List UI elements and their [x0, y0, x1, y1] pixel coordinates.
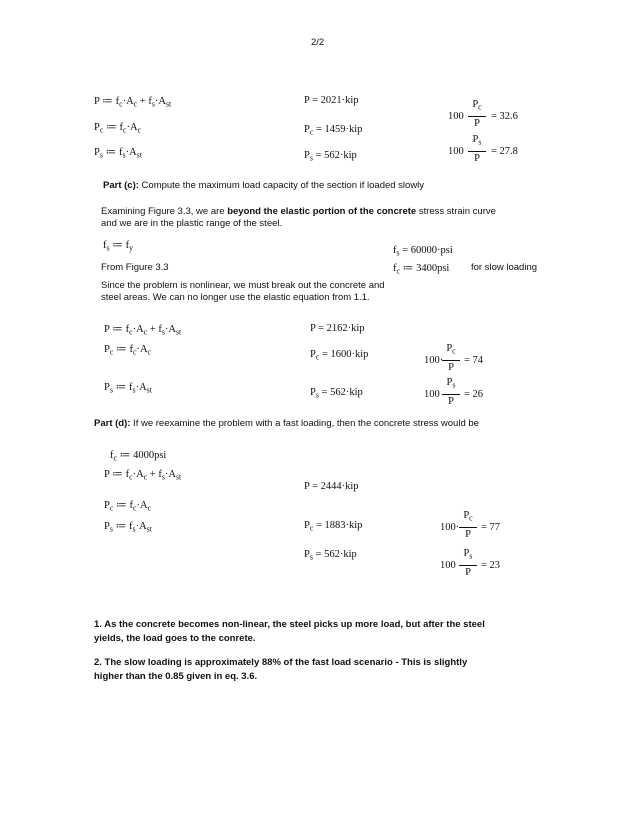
fraction-ps-percent: [440, 548, 520, 584]
fc-fast-assign: $f_c$ ≔ 4000psi: [110, 450, 167, 463]
fraction-result: = 23: [481, 560, 501, 571]
examining-line-1: [101, 206, 496, 217]
from-figure-note: From Figure 3.3: [101, 262, 169, 273]
part-c-heading: [103, 180, 424, 191]
fraction-coef: 100: [448, 146, 464, 157]
fraction-denominator: P: [465, 567, 471, 578]
eq-p-assign: P ≔ $f_c\cdot A_c + f_s\cdot A_{st}$: [104, 324, 182, 337]
conclusion-2-line-1: 2. The slow loading is approximately 88% of the fast load scenario - This is slightly: [94, 657, 468, 668]
fraction-numerator: $P_c$: [463, 510, 473, 523]
result-p: P = 2444·kip: [304, 481, 359, 492]
result-pc: $P_c = 1459\cdot kip$: [304, 124, 363, 137]
examining-text-b: stress strain curve: [416, 206, 496, 217]
result-ps: $P_s = 562\cdot kip$: [304, 549, 357, 562]
eq-pc-assign: $P_c$ ≔ $f_c\cdot A_c$: [104, 500, 152, 513]
examining-text-a: Examining Figure 3.3, we are: [101, 206, 228, 217]
fraction-bar: [468, 116, 486, 117]
fs-value: $f_s = 60000\cdot psi$: [393, 245, 453, 258]
fraction-ps-percent: [424, 377, 504, 413]
fraction-ps-percent: [448, 134, 528, 170]
fs-assign: $f_s$ ≔ $f_y$: [103, 240, 134, 253]
fc-slow-assign: $f_c$ ≔ 3400psi: [393, 263, 450, 276]
fraction-numerator: $P_s$: [472, 134, 482, 147]
part-c-label: Part (c):: [103, 180, 139, 191]
result-ps: $P_s = 562\cdot kip$: [310, 387, 363, 400]
result-p: P = 2162·kip: [310, 323, 365, 334]
fraction-coef: 100: [448, 111, 464, 122]
fraction-result: = 32.6: [491, 111, 518, 122]
fraction-numerator: $P_s$: [446, 377, 456, 390]
part-c-text: Compute the maximum load capacity of the section if loaded slowly: [138, 180, 425, 191]
fraction-bar: [442, 394, 460, 395]
fraction-pc-percent: [448, 99, 528, 133]
nonlinear-line-2: steel areas. We can no longer use the elastic equation from 1.1.: [101, 292, 370, 303]
fraction-bar: [468, 151, 486, 152]
fraction-denominator: P: [465, 529, 471, 540]
fraction-bar: [459, 565, 477, 566]
eq-p-assign: P ≔ $f_c\cdot A_c + f_s\cdot A_{st}$: [104, 469, 182, 482]
fraction-pc-percent: [424, 343, 504, 377]
fraction-numerator: $P_c$: [472, 99, 482, 112]
result-ps: $P_s = 562\cdot kip$: [304, 150, 357, 163]
fraction-bar: [459, 527, 477, 528]
fraction-coef: 100: [424, 389, 440, 400]
conclusion-1-line-1: 1. As the concrete becomes non-linear, the steel picks up more load, but after the steel: [94, 619, 485, 630]
fraction-denominator: P: [448, 396, 454, 407]
part-d-label: Part (d):: [94, 418, 131, 429]
eq-p-assign: P ≔ $f_c\cdot A_c + f_s\cdot A_{st}$: [94, 96, 172, 109]
eq-ps-assign: $P_s$ ≔ $f_s\cdot A_{st}$: [104, 382, 152, 395]
fraction-pc-percent: [440, 510, 520, 544]
result-pc: $P_c = 1600\cdot kip$: [310, 349, 369, 362]
fraction-result: = 74: [464, 355, 484, 366]
fraction-result: = 27.8: [491, 146, 518, 157]
result-p: P = 2021·kip: [304, 95, 359, 106]
conclusion-1-line-2: yields, the load goes to the conrete.: [94, 633, 256, 644]
fraction-result: = 77: [481, 522, 501, 533]
result-pc: $P_c = 1883\cdot kip$: [304, 520, 363, 533]
examining-line-2: and we are in the plastic range of the steel.: [101, 218, 283, 229]
eq-ps-assign: $P_s$ ≔ $f_s\cdot A_{st}$: [94, 147, 142, 160]
nonlinear-line-1: Since the problem is nonlinear, we must break out the concrete and: [101, 280, 385, 291]
eq-ps-assign: $P_s$ ≔ $f_s\cdot A_{st}$: [104, 521, 152, 534]
examining-text-bold: beyond the elastic portion of the concrete: [227, 206, 417, 217]
part-d-heading: [94, 418, 479, 429]
fraction-numerator: $P_c$: [446, 343, 456, 356]
fraction-coef: 100: [440, 560, 456, 571]
slow-loading-note: for slow loading: [471, 262, 538, 273]
fraction-denominator: P: [474, 118, 480, 129]
fraction-coef: 100·: [440, 522, 460, 533]
part-d-text: If we reexamine the problem with a fast loading, then the concrete stress would be: [130, 418, 479, 429]
fraction-denominator: P: [448, 362, 454, 373]
fraction-bar: [442, 360, 460, 361]
eq-pc-assign: $P_c$ ≔ $f_c\cdot A_c$: [94, 122, 142, 135]
conclusion-2-line-2: higher than the 0.85 given in eq. 3.6.: [94, 671, 258, 682]
fraction-denominator: P: [474, 153, 480, 164]
fraction-numerator: $P_s$: [463, 548, 473, 561]
eq-pc-assign: $P_c$ ≔ $f_c\cdot A_c$: [104, 344, 152, 357]
fraction-result: = 26: [464, 389, 484, 400]
fraction-coef: 100·: [424, 355, 444, 366]
page-number: 2/2: [311, 37, 325, 48]
